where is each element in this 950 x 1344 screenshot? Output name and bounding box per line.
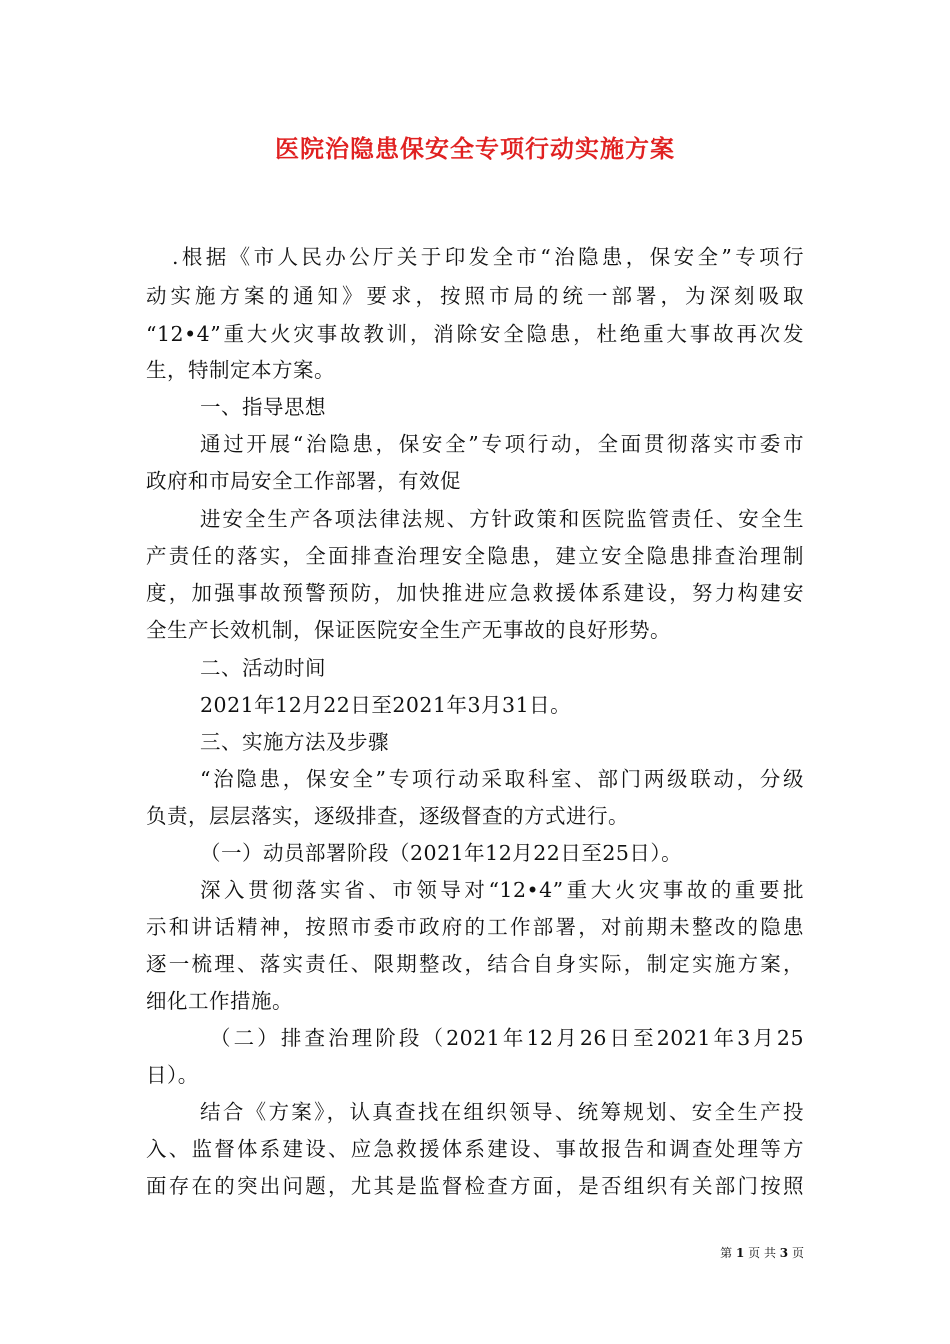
body-line: 面存在的突出问题，尤其是监督检查方面，是否组织有关部门按照 bbox=[146, 1174, 804, 1198]
body-line: 深入贯彻落实省、市领导对“12•4”重大火灾事故的重要批 bbox=[200, 878, 804, 902]
subsection-heading: （一）动员部署阶段（2021年12月22日至25日）。 bbox=[200, 841, 683, 865]
footer-prefix: 第 bbox=[720, 1246, 733, 1260]
body-line: 通过开展“治隐患，保安全”专项行动，全面贯彻落实市委市 bbox=[200, 432, 804, 456]
total-page-count: 3 bbox=[779, 1246, 789, 1260]
body-line: 产责任的落实，全面排查治理安全隐患，建立安全隐患排查治理制 bbox=[146, 544, 804, 568]
body-line: 生，特制定本方案。 bbox=[146, 358, 335, 382]
section-heading: 三、实施方法及步骤 bbox=[200, 730, 389, 754]
page-footer bbox=[720, 1245, 804, 1261]
body-line: 2021年12月22日至2021年3月31日。 bbox=[200, 693, 572, 717]
section-heading: 一、指导思想 bbox=[200, 395, 326, 419]
body-line: 细化工作措施。 bbox=[146, 989, 293, 1013]
body-line: .根据《市人民办公厅关于印发全市“治隐患，保安全”专项行 bbox=[172, 245, 804, 269]
body-line: “12•4”重大火灾事故教训，消除安全隐患，杜绝重大事故再次发 bbox=[146, 322, 804, 346]
footer-middle: 页 共 bbox=[748, 1246, 776, 1260]
body-line: 逐一梳理、落实责任、限期整改，结合自身实际，制定实施方案， bbox=[146, 952, 804, 976]
body-line: 示和讲话精神，按照市委市政府的工作部署，对前期未整改的隐患 bbox=[146, 915, 804, 939]
body-line: 动实施方案的通知》要求，按照市局的统一部署，为深刻吸取 bbox=[146, 284, 804, 308]
body-line: 全生产长效机制，保证医院安全生产无事故的良好形势。 bbox=[146, 618, 671, 642]
body-line: 入、监督体系建设、应急救援体系建设、事故报告和调查处理等方 bbox=[146, 1137, 804, 1161]
document-title: 医院治隐患保安全专项行动实施方案 bbox=[275, 134, 675, 163]
body-line: 负责，层层落实，逐级排查，逐级督查的方式进行。 bbox=[146, 804, 629, 828]
body-line: 进安全生产各项法律法规、方针政策和医院监管责任、安全生 bbox=[200, 507, 804, 531]
body-line: “治隐患，保安全”专项行动采取科室、部门两级联动，分级 bbox=[200, 767, 804, 791]
body-line: 结合《方案》，认真查找在组织领导、统筹规划、安全生产投 bbox=[200, 1100, 804, 1124]
footer-suffix: 页 bbox=[791, 1246, 804, 1260]
current-page-number: 1 bbox=[735, 1246, 745, 1260]
subsection-heading: （二）排查治理阶段（2021年12月26日至2021年3月25 bbox=[210, 1026, 804, 1050]
section-heading: 二、活动时间 bbox=[200, 656, 326, 680]
body-line: 日）。 bbox=[146, 1063, 199, 1087]
body-line: 政府和市局安全工作部署，有效促 bbox=[146, 469, 461, 493]
body-line: 度，加强事故预警预防，加快推进应急救援体系建设，努力构建安 bbox=[146, 581, 804, 605]
